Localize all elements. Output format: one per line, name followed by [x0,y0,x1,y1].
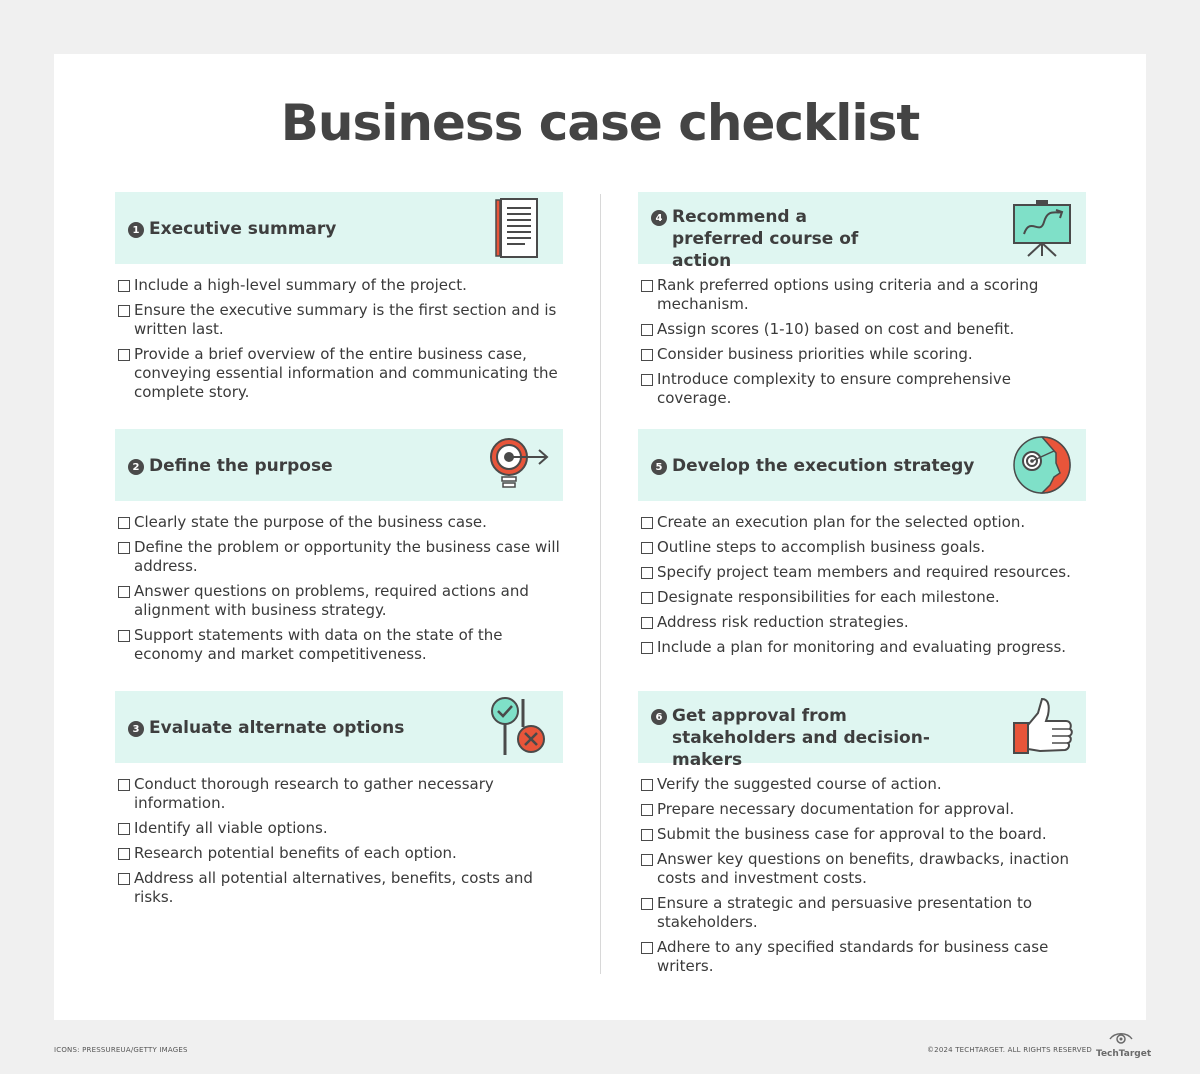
checklist-item[interactable]: Specify project team members and required resources. [638,563,1086,582]
checklist-item[interactable]: Verify the suggested course of action. [638,775,1086,794]
image-credit: ICONS: PRESSUREUA/GETTY IMAGES [54,1046,188,1054]
checklist-item[interactable]: Introduce complexity to ensure comprehensive coverage. [638,370,1086,408]
checklist-item[interactable]: Answer questions on problems, required actions and alignment with business strategy. [115,582,563,620]
section-number-badge: 2 [128,459,144,475]
section-header [115,691,563,763]
copyright-notice: ©2024 TECHTARGET. ALL RIGHTS RESERVED [926,1046,1092,1054]
section-number-badge: 5 [651,459,667,475]
checklist-item[interactable]: Create an execution plan for the selected option. [638,513,1086,532]
section-heading: Evaluate alternate options [149,718,405,738]
checklist-card [54,54,1146,1020]
section-heading: Recommend a preferred course of action [672,207,859,271]
checklist-item[interactable]: Research potential benefits of each option. [115,844,563,863]
checklist-item[interactable]: Prepare necessary documentation for approval. [638,800,1086,819]
techtarget-logo[interactable] [1096,1030,1152,1059]
checklist-item[interactable]: Provide a brief overview of the entire business case, conveying essential information and communicating the complete story. [115,345,563,402]
checklist-item[interactable]: Outline steps to accomplish business goals. [638,538,1086,557]
section-header [115,429,563,501]
section-number-badge: 4 [651,210,667,226]
thumbs-up-icon [1010,695,1074,759]
eye-logo-icon [1108,1031,1134,1045]
section-number-badge: 1 [128,222,144,238]
section-heading: Get approval from stakeholders and decision-makers [672,706,930,770]
section-header [638,691,1086,770]
checklist [638,763,1086,976]
section-execution-strategy [638,429,1086,663]
checklist-item[interactable]: Ensure the executive summary is the first section and is written last. [115,301,563,339]
section-header [638,192,1086,271]
checklist-item[interactable]: Clearly state the purpose of the business case. [115,513,563,532]
brand-name: TechTarget [1096,1049,1152,1059]
section-get-approval [638,691,1086,982]
section-define-purpose [115,429,563,670]
checklist-item[interactable]: Include a plan for monitoring and evaluating progress. [638,638,1086,657]
presentation-board-icon [1010,196,1074,260]
checklist-item[interactable]: Designate responsibilities for each milestone. [638,588,1086,607]
checklist [115,763,563,907]
checklist-item[interactable]: Consider business priorities while scoring. [638,345,1086,364]
section-heading: Executive summary [149,219,337,239]
checklist-item[interactable]: Ensure a strategic and persuasive presentation to stakeholders. [638,894,1086,932]
section-heading: Develop the execution strategy [672,456,975,476]
section-evaluate-options [115,691,563,913]
checklist-item[interactable]: Identify all viable options. [115,819,563,838]
checklist-item[interactable]: Adhere to any specified standards for business case writers. [638,938,1086,976]
checklist-item[interactable]: Rank preferred options using criteria and a scoring mechanism. [638,276,1086,314]
checklist [115,264,563,402]
document-icon [487,196,551,260]
column-divider [600,194,601,974]
section-heading: Define the purpose [149,456,333,476]
section-executive-summary [115,192,563,408]
head-target-icon [1010,433,1074,497]
checklist-item[interactable]: Assign scores (1-10) based on cost and benefit. [638,320,1086,339]
section-number-badge: 6 [651,709,667,725]
lightbulb-target-icon [487,433,551,497]
checklist [115,501,563,664]
section-header [115,192,563,264]
checklist-item[interactable]: Answer key questions on benefits, drawbacks, inaction costs and investment costs. [638,850,1086,888]
checklist-item[interactable]: Define the problem or opportunity the business case will address. [115,538,563,576]
checklist [638,264,1086,408]
checklist [638,501,1086,657]
checklist-item[interactable]: Address risk reduction strategies. [638,613,1086,632]
section-recommend-course [638,192,1086,414]
checklist-item[interactable]: Address all potential alternatives, benefits, costs and risks. [115,869,563,907]
section-header [638,429,1086,501]
checklist-item[interactable]: Submit the business case for approval to the board. [638,825,1086,844]
section-number-badge: 3 [128,721,144,737]
checklist-item[interactable]: Support statements with data on the state of the economy and market competitiveness. [115,626,563,664]
checklist-item[interactable]: Include a high-level summary of the project. [115,276,563,295]
checklist-item[interactable]: Conduct thorough research to gather necessary information. [115,775,563,813]
check-x-magnifier-icon [487,695,551,759]
page-title: Business case checklist [280,94,920,152]
